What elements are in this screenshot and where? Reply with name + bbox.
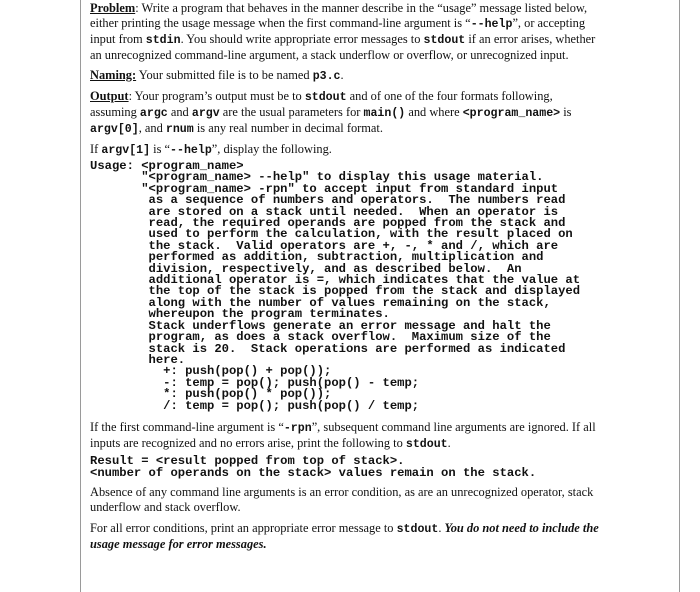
problem-text-3: . You should write appropriate error messages to xyxy=(180,32,424,46)
output-paragraph xyxy=(90,89,602,137)
rpn-code-stdout: stdout xyxy=(405,437,448,451)
problem-text-4: if an error arises, whether an unrecognized command-line argument, a stack underflow or overflow, or unrecognized input. xyxy=(90,32,596,62)
errors-code-stdout: stdout xyxy=(396,522,439,536)
usage-line: +: push(pop() + pop()); xyxy=(90,364,332,379)
usage-line: used to perform the calculation, with the result placed on xyxy=(90,227,573,242)
output-code-argv0: argv[0] xyxy=(90,123,139,136)
errors-text-1: For all error conditions, print an appropriate error message to xyxy=(90,520,397,535)
usage-line: stack is 20. Stack operations are performed as indicated xyxy=(90,341,566,356)
output-text-5: and where xyxy=(405,105,463,119)
rpn-code-flag: -rpn xyxy=(283,421,312,435)
ifhelp-text-1: If xyxy=(90,142,102,156)
absence-paragraph: Absence of any command line arguments is an error condition, as are an unrecognized operator, stack underflow and stack overflow. xyxy=(90,484,594,514)
ifhelp-code-help: --help xyxy=(170,144,212,157)
usage-line: /: temp = pop(); push(pop() / temp; xyxy=(90,398,420,413)
problem-code-stdout: stdout xyxy=(423,34,466,47)
problem-label: Problem xyxy=(90,1,136,15)
rpn-text-2: ”, subsequent command line arguments are ignored. If all inputs are recognized and no errors arise, print the following to xyxy=(90,419,596,450)
result-block xyxy=(90,455,602,479)
usage-line: along with the number of values remaining on the stack, xyxy=(90,295,551,310)
output-code-program-name: <program_name> xyxy=(462,107,561,120)
usage-block xyxy=(90,161,602,412)
output-code-argc: argc xyxy=(139,107,168,120)
usage-line: are stored on a stack until needed. When an operator is xyxy=(90,204,559,219)
usage-line: *: push(pop() * pop()); xyxy=(90,387,332,402)
errors-text-2: . xyxy=(438,520,445,535)
output-text-1: : Your program’s output must be to xyxy=(128,89,305,103)
usage-line: program, as does a stack overflow. Maximum size of the xyxy=(90,330,551,345)
rpn-paragraph xyxy=(90,420,602,452)
output-text-4: are the usual parameters for xyxy=(219,105,364,119)
errors-emphasis: You do not need to include the usage message for error messages. xyxy=(90,520,599,551)
ifhelp-code-argv1: argv[1] xyxy=(101,144,151,157)
usage-line: additional operator is =, which indicates that the value at xyxy=(90,273,581,288)
output-code-argv: argv xyxy=(191,107,220,120)
usage-line: here. xyxy=(90,352,186,367)
naming-label: Naming: xyxy=(90,68,137,82)
usage-line: -: temp = pop(); push(pop() - temp; xyxy=(90,375,420,390)
usage-line: as a sequence of numbers and operators. The numbers read xyxy=(90,193,566,208)
usage-line: division, respectively, and as described below. An xyxy=(90,261,522,276)
usage-line: the top of the stack is popped from the stack and displayed xyxy=(90,284,581,299)
output-text-8: is any real number in decimal format. xyxy=(193,121,383,135)
problem-text-2: ”, or accepting input from xyxy=(90,16,586,46)
ifhelp-text-3: ”, display the following. xyxy=(211,142,332,156)
output-text-3: and xyxy=(167,105,192,119)
usage-line: "<program_name> --help" to display this usage material. xyxy=(90,170,544,185)
output-code-stdout: stdout xyxy=(304,91,347,104)
result-line: <number of operands on the stack> values remain on the stack. xyxy=(90,465,537,480)
output-code-main: main() xyxy=(363,107,406,120)
output-text-7: , and xyxy=(138,121,166,135)
usage-line: read, the required operands are popped from the stack and xyxy=(90,216,566,231)
result-line: Result = <result popped from top of stack>. xyxy=(90,453,405,468)
naming-paragraph xyxy=(90,68,602,84)
problem-text-1: : Write a program that behaves in the manner describe in the “usage” message listed below, either printing the usage message when the first command-line argument is “ xyxy=(90,1,588,30)
errors-paragraph xyxy=(90,521,602,552)
rpn-text-3: . xyxy=(447,435,451,450)
usage-line: whereupon the program terminates. xyxy=(90,307,390,322)
output-label: Output xyxy=(90,89,129,103)
document-content xyxy=(90,1,602,552)
ifhelp-paragraph xyxy=(90,142,602,158)
output-code-rnum: rnum xyxy=(165,123,194,136)
problem-code-stdin: stdin xyxy=(145,34,181,47)
naming-text-1: Your submitted file is to be named xyxy=(136,68,313,82)
naming-code-filename: p3.c xyxy=(312,70,341,83)
usage-line: performed as addition, subtraction, multiplication and xyxy=(90,250,544,265)
problem-code-help: --help xyxy=(470,18,513,31)
problem-paragraph xyxy=(90,1,602,63)
rpn-text-1: If the first command-line argument is “ xyxy=(90,419,284,434)
usage-line: Stack underflows generate an error message and halt the xyxy=(90,318,551,333)
usage-line: the stack. Valid operators are +, -, * and /, which are xyxy=(90,238,559,253)
usage-line: Usage: <program_name> xyxy=(90,159,244,173)
output-text-2: and of one of the four formats following, assuming xyxy=(90,89,553,119)
usage-line: "<program_name> -rpn" to accept input from standard input xyxy=(90,181,559,196)
ifhelp-text-2: is “ xyxy=(150,142,171,156)
naming-text-2: . xyxy=(340,68,344,82)
output-text-6: is xyxy=(560,105,572,119)
